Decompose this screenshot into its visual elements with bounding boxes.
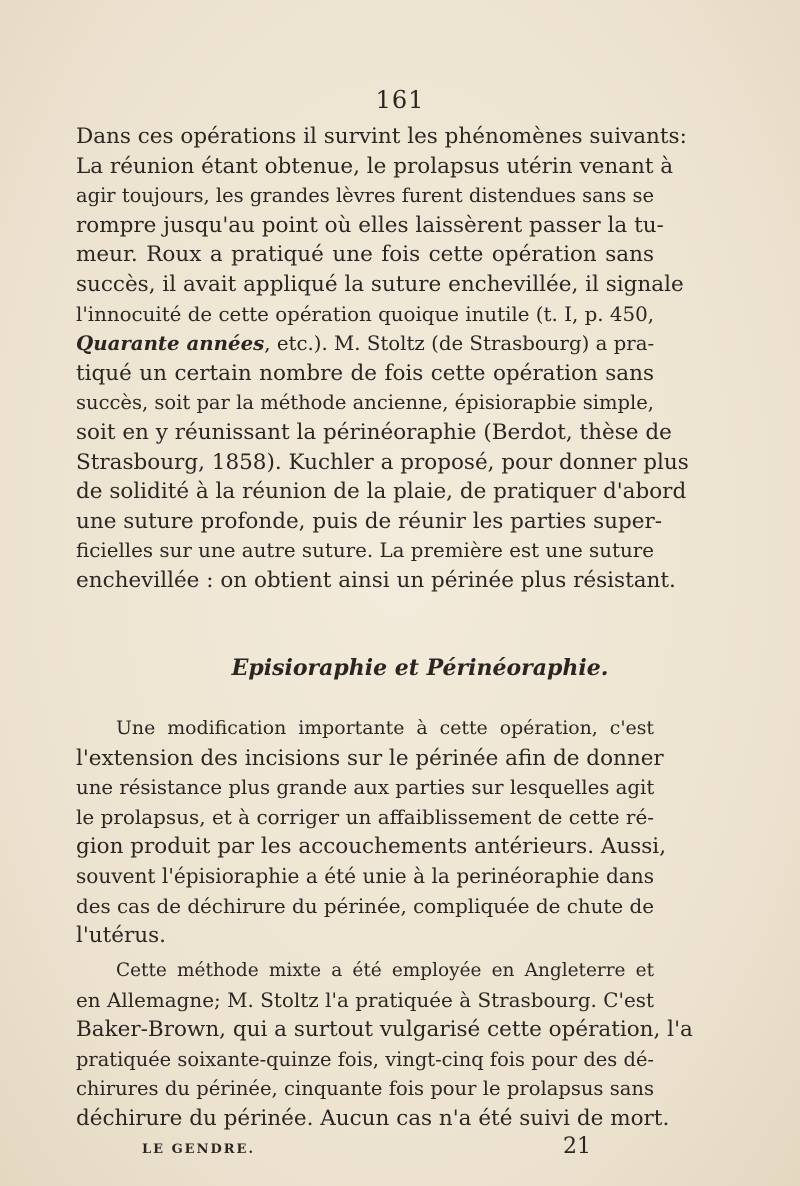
footer-signature: LE GENDRE. [142,1142,255,1157]
sheet-number: 21 [563,1134,591,1159]
text-line: pratiquée soixante-quinze fois, vingt-cinq fois pour des dé- [76,1047,654,1071]
text-line: souvent l'épisioraphie a été unie à la perinéoraphie dans [76,863,654,888]
text-line: en Allemagne; M. Stoltz l'a pratiquée à Strasbourg. C'est [76,988,654,1012]
text-line: une suture profonde, puis de réunir les parties super- [76,508,663,534]
page-number: 161 [375,86,425,114]
text-line: succès, soit par la méthode ancienne, épisiorapbie simple, [76,391,654,415]
text-line: des cas de déchirure du périnée, compliquée de chute de [76,894,654,918]
paragraph-1 [76,122,689,596]
text-line: La réunion étant obtenue, le prolapsus utérin venant à [76,153,674,179]
text-line: soit en y réunissant la périnéoraphie (Berdot, thèse de [76,419,672,445]
text-line: de solidité à la réunion de la plaie, de pratiquer d'abord [76,479,687,505]
text-line: enchevillée : on obtient ainsi un périnée plus résistant. [76,567,676,593]
text-line: l'extension des incisions sur le périnée afin de donner [76,745,664,771]
paragraph-3 [76,956,693,1134]
paragraph-2 [76,714,667,951]
text-line: tiqué un certain nombre de fois cette opération sans [76,360,654,386]
text-line: Une modification importante à cette opération, c'est [116,717,654,739]
section-title: Episioraphie et Périnéoraphie. [231,655,609,681]
text-line: l'utérus. [76,923,166,949]
cited-title: Quarante années [76,331,265,356]
text-line: Cette méthode mixte a été employée en Angleterre et [116,960,654,981]
text-line: rompre jusqu'au point où elles laissèrent passer la tu- [76,212,664,238]
text-line: gion produit par les accouchements antérieurs. Aussi, [76,834,667,860]
text-line: Dans ces opérations il survint les phénomènes suivants: [76,124,687,149]
text-line: le prolapsus, et à corriger un affaiblissement de cette ré- [76,804,654,829]
text-line: Baker-Brown, qui a surtout vulgarisé cette opération, l'a [76,1017,693,1043]
text-line: succès, il avait appliqué la suture enchevillée, il signale [76,271,684,297]
text-line: meur. Roux a pratiqué une fois cette opération sans [76,242,654,268]
text-line: Quarante années, etc.). M. Stoltz (de Strasbourg) a pra- [76,331,655,356]
text-line: chirures du périnée, cinquante fois pour le prolapsus sans [76,1077,654,1101]
text-line: Strasbourg, 1858). Kuchler a proposé, pour donner plus [76,449,689,475]
text-line: une résistance plus grande aux parties sur lesquelles agit [76,776,655,800]
text-line: ficielles sur une autre suture. La première est une suture [76,539,654,563]
text-line: l'innocuité de cette opération quoique inutile (t. I, p. 450, [76,302,654,326]
text-line: déchirure du périnée. Aucun cas n'a été suivi de mort. [76,1105,670,1131]
text-line: agir toujours, les grandes lèvres furent distendues sans se [76,184,654,208]
